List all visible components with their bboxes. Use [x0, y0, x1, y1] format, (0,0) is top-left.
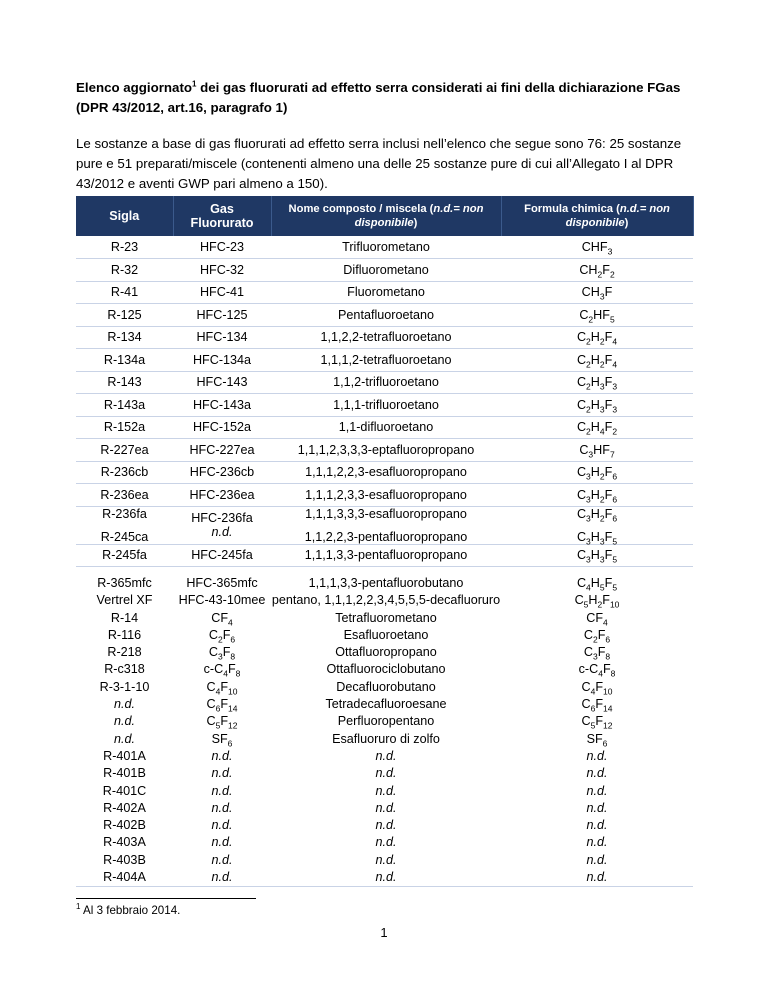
cell-formula: $C_4F_{10}$ [581, 679, 613, 697]
cell-nome: Ottafluoropropano [335, 645, 437, 660]
cell-nome: Trifluorometano [271, 236, 501, 259]
cell-formula: $CHF_3$ [501, 236, 693, 259]
table-row [76, 349, 693, 372]
table-row [76, 783, 693, 800]
table-row [76, 259, 693, 282]
cell-formula: $c-C_4F_8$ [578, 662, 616, 679]
fluorinated-gases-table [76, 196, 694, 887]
cell-formula: n.d. [586, 766, 608, 781]
cell-sigla: R-404A [76, 869, 173, 887]
cell-sigla: R-236cb [76, 461, 173, 484]
cell-gas: $C_6F_{14}$ [206, 697, 238, 714]
cell-formula: $C_2F_6$ [583, 627, 611, 645]
cell-sigla: R-143a [76, 394, 173, 417]
cell-formula: $C_2H_3F_3$ [501, 371, 693, 394]
cell-sigla: R-227ea [76, 439, 173, 462]
cell-sigla: R-236ea [76, 484, 173, 507]
cell-gas: HFC-134 [173, 326, 271, 349]
cell-formula: $SF_6$ [586, 731, 608, 749]
table-row [76, 610, 693, 627]
cell-nome: n.d. [375, 748, 397, 763]
header-nome-composto: Nome composto / miscela (n.d.= non disponibile) [271, 196, 501, 236]
cell-gas: HFC-236cb [173, 461, 271, 484]
cell-nome: Perfluoropentano [337, 714, 435, 729]
cell-formula: $C_3H_2F_6$ [501, 461, 693, 484]
cell-nome: Tetrafluorometano [335, 610, 437, 625]
cell-sigla: R-152a [76, 416, 173, 439]
cell-sigla: R-403B [103, 852, 146, 867]
cell-formula: $C_2H_3F_3$ [501, 394, 693, 417]
cell-gas: HFC-32 [173, 259, 271, 282]
cell-gas: n.d. [211, 800, 233, 815]
cell-sigla: R-23 [76, 236, 173, 259]
table-row [76, 592, 693, 609]
cell-nome: 1,1,1,2,3,3,3-eptafluoropropano [271, 439, 501, 462]
cell-formula: $C_3H_3F_5$ [501, 544, 693, 567]
cell-sigla: R-236fa R-245ca [76, 506, 173, 544]
cell-sigla: R-143 [76, 371, 173, 394]
cell-nome: 1,1,1,2-tetrafluoroetano [271, 349, 501, 372]
cell-gas: n.d. [173, 869, 271, 887]
cell-formula: n.d. [586, 748, 608, 763]
cell-gas: HFC-236ea [173, 484, 271, 507]
cell-formula: $CH_2F_2$ [501, 259, 693, 282]
cell-formula: n.d. [501, 869, 693, 887]
cell-formula: n.d. [586, 852, 608, 867]
cell-formula: n.d. [586, 783, 608, 798]
cell-gas: n.d. [211, 783, 233, 798]
table-row [76, 644, 693, 661]
cell-nome: Tetradecafluoroesane [325, 697, 447, 712]
cell-sigla: R-402B [103, 818, 146, 833]
page-number: 1 [380, 925, 388, 940]
cell-formula: $C_2H_2F_4$ [501, 326, 693, 349]
table-row [76, 731, 693, 748]
cell-gas: $C_2F_6$ [208, 627, 236, 645]
document-title [76, 78, 696, 118]
title-text-start: Elenco aggiornato [76, 80, 192, 95]
cell-sigla: R-c318 [104, 662, 145, 677]
cell-nome: Esafluoroetano [343, 627, 429, 642]
cell-sigla: R-401A [103, 748, 146, 763]
cell-formula: $C_6F_{14}$ [581, 697, 613, 714]
cell-sigla: n.d. [113, 731, 135, 746]
cell-formula: $C_3F_8$ [583, 645, 611, 662]
cell-gas: n.d. [211, 835, 233, 850]
cell-sigla: R-41 [76, 281, 173, 304]
footnote: $^1$ Al 3 febbraio 2014. [76, 902, 181, 917]
cell-gas: HFC-236fa n.d. [173, 506, 271, 544]
cell-gas: HFC-143 [173, 371, 271, 394]
cell-sigla: R-401C [102, 783, 147, 798]
cell-formula: $C_2H_2F_4$ [501, 349, 693, 372]
cell-formula: $C_3HF_7$ [501, 439, 693, 462]
cell-nome: 1,1,1,3,3-pentafluorobutano [308, 576, 464, 590]
table-header-row [76, 196, 693, 236]
title-text-end: dei gas fluorurati ad effetto serra considerati ai fini della dichiarazione FGas (DPR 43/2012, art.16, paragrafo 1) [76, 80, 681, 115]
table-row [76, 236, 693, 259]
cell-formula: $CF_4$ [586, 610, 608, 628]
cell-sigla: R-134 [76, 326, 173, 349]
cell-gas: n.d. [211, 818, 233, 833]
cell-sigla: n.d. [113, 714, 135, 729]
header-gas-fluorurato: Gas Fluorurato [173, 196, 271, 236]
cell-nome: pentano, 1,1,1,2,2,3,4,5,5,5-decafluoruro [271, 593, 501, 608]
table-row [76, 800, 693, 817]
intro-paragraph: Le sostanze a base di gas fluorurati ad effetto serra inclusi nell’elenco che segue sono 76: 25 sostanze pure e 51 preparati/miscele (contenenti almeno una delle 25 sostanze pure di cui all’Allegato I al DPR 43/2012 e aventi GWP pari almeno a 150). [76, 136, 682, 191]
cell-gas: HFC-152a [173, 416, 271, 439]
cell-sigla: n.d. [113, 697, 135, 712]
table-row [76, 281, 693, 304]
table-row [76, 567, 693, 593]
cell-formula: $C_3H_2F_6$ [501, 484, 693, 507]
table-row [76, 461, 693, 484]
cell-gas: $C_5F_{12}$ [206, 714, 238, 731]
table-row [76, 394, 693, 417]
table-row [76, 679, 693, 696]
footnote-reference[interactable]: 1 [192, 79, 197, 89]
cell-sigla: R-14 [110, 610, 139, 625]
table-row [76, 852, 693, 869]
cell-gas: HFC-245fa [173, 544, 271, 567]
cell-nome: n.d. [375, 800, 397, 815]
cell-formula: $C_2H_4F_2$ [501, 416, 693, 439]
cell-nome: 1,1-difluoroetano [271, 416, 501, 439]
cell-formula: $C_4H_5F_5$ [576, 576, 618, 593]
cell-gas: n.d. [211, 766, 233, 781]
cell-gas: $C_4F_{10}$ [206, 679, 238, 697]
cell-gas: n.d. [211, 852, 233, 867]
cell-nome: 1,1,1,3,3-pentafluoropropano [271, 544, 501, 567]
cell-gas: HFC-365mfc [186, 576, 258, 590]
cell-sigla: R-116 [107, 627, 142, 642]
table-row [76, 371, 693, 394]
cell-nome: Pentafluoroetano [271, 304, 501, 327]
header-formula-chimica: Formula chimica (n.d.= non disponibile) [501, 196, 693, 236]
cell-gas: $C_3F_8$ [208, 645, 236, 662]
cell-sigla: R-245fa [76, 544, 173, 567]
cell-nome: Fluorometano [271, 281, 501, 304]
cell-formula: $CH_3F$ [501, 281, 693, 304]
cell-nome: n.d. [375, 783, 397, 798]
cell-nome: 1,1,2,2-tetrafluoroetano [271, 326, 501, 349]
cell-gas: HFC-143a [173, 394, 271, 417]
cell-nome: Decafluorobutano [336, 679, 436, 694]
cell-nome: Difluorometano [271, 259, 501, 282]
cell-gas: $SF_6$ [211, 731, 233, 749]
cell-sigla: R-218 [107, 645, 142, 660]
table-row [76, 439, 693, 462]
cell-formula: n.d. [586, 835, 608, 850]
cell-formula: n.d. [586, 800, 608, 815]
table-row [76, 817, 693, 834]
table-row [76, 713, 693, 730]
cell-nome: 1,1,2-trifluoroetano [271, 371, 501, 394]
table-row [76, 304, 693, 327]
cell-nome: Ottafluorociclobutano [326, 662, 446, 677]
table-row-merged [76, 506, 693, 544]
table-row [76, 627, 693, 644]
cell-gas: n.d. [211, 748, 233, 763]
cell-nome: n.d. [375, 818, 397, 833]
cell-nome: 1,1,1,2,3,3-esafluoropropano [271, 484, 501, 507]
table-row [76, 765, 693, 782]
cell-gas: HFC-43-10mee [178, 593, 266, 608]
cell-formula: n.d. [586, 818, 608, 833]
table-row [76, 416, 693, 439]
table-row [76, 748, 693, 765]
table-row [76, 869, 693, 887]
cell-formula: $C_3H_2F_6$ $C_3H_3F_5$ [501, 506, 693, 544]
header-sigla: Sigla [76, 196, 173, 236]
cell-sigla: R-401B [103, 766, 146, 781]
cell-nome: 1,1,1-trifluoroetano [271, 394, 501, 417]
cell-nome: n.d. [375, 852, 397, 867]
cell-gas: $CF_4$ [211, 610, 233, 628]
cell-nome: n.d. [375, 835, 397, 850]
cell-nome: n.d. [271, 869, 501, 887]
cell-formula: $C_5F_{12}$ [581, 714, 613, 731]
cell-gas: HFC-134a [173, 349, 271, 372]
table-row [76, 696, 693, 713]
cell-nome: n.d. [375, 766, 397, 781]
table-row [76, 834, 693, 851]
cell-nome: 1,1,1,3,3,3-esafluoropropano 1,1,2,2,3-pentafluoropropano [271, 506, 501, 544]
cell-sigla: R-403A [103, 835, 146, 850]
cell-sigla: R-365mfc [97, 576, 152, 590]
cell-formula: $C_2HF_5$ [501, 304, 693, 327]
cell-gas: $c-C_4F_8$ [203, 662, 241, 679]
table-row [76, 544, 693, 567]
cell-sigla: R-125 [76, 304, 173, 327]
cell-sigla: R-32 [76, 259, 173, 282]
table-row [76, 326, 693, 349]
table-row [76, 484, 693, 507]
cell-sigla: R-3-1-10 [99, 679, 150, 694]
cell-gas: HFC-23 [173, 236, 271, 259]
footnote-separator [76, 898, 256, 899]
cell-sigla: Vertrel XF [96, 593, 153, 608]
cell-sigla: R-402A [103, 800, 146, 815]
cell-sigla: R-134a [76, 349, 173, 372]
cell-formula: $C_5H_2F_{10}$ [574, 593, 620, 610]
cell-nome: Esafluoruro di zolfo [332, 731, 440, 746]
cell-nome: 1,1,1,2,2,3-esafluoropropano [271, 461, 501, 484]
cell-gas: HFC-41 [173, 281, 271, 304]
cell-gas: HFC-227ea [173, 439, 271, 462]
table-row [76, 661, 693, 678]
cell-gas: HFC-125 [173, 304, 271, 327]
